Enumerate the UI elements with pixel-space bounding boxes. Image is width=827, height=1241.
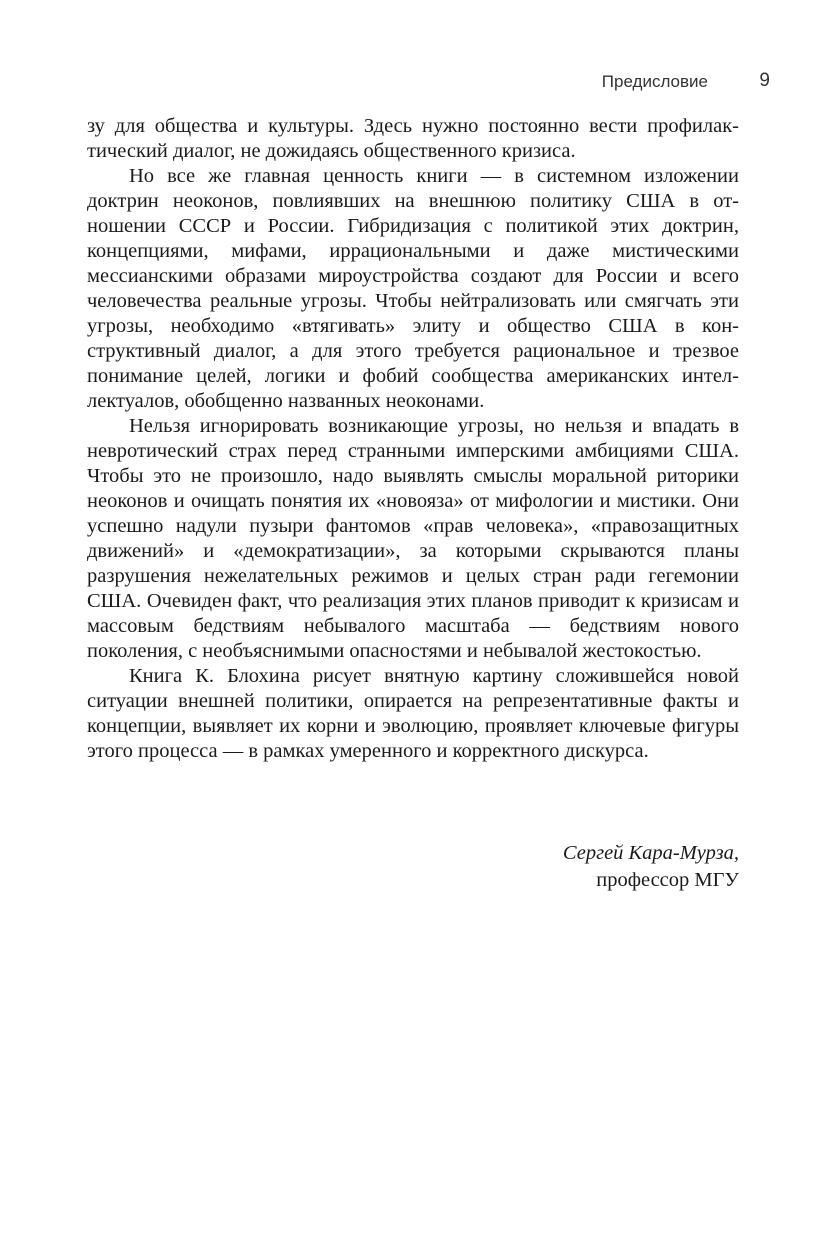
- signature-author: Сергей Кара-Мурза,: [562, 842, 739, 864]
- paragraph-continuation: зу для общества и культуры. Здесь нужно постоянно вести профилактический диалог, не дожидаясь общественного кризиса.: [87, 115, 739, 162]
- paragraph: Нельзя игнорировать возникающие угрозы, но нельзя и впадать в невротический страх перед странными имперскими амбициями США. Чтобы это не произошло, надо выявлять смыслы моральной риторики неоконов и очищать понятия их «новояза» от мифологии и мистики. Они успешно надули пузыри фантомов «прав человека», «правозащитных движений» и «демократизации», за которыми скрываются планы разрушения нежелательных режимов и целых стран ради гегемонии США. Очевиден факт, что реализация этих планов приводит к кризисам и массовым бедствиям небывалого масштаба — бедствиям нового поколения, с необъяснимыми опасностями и небывалой жестокостью.: [87, 415, 739, 662]
- signature-title: профессор МГУ: [596, 869, 739, 891]
- paragraph: Но все же главная ценность книги — в системном изложении доктрин неоконов, повлиявших на внешнюю политику США в отношении СССР и России. Гибридизация с политикой этих доктрин, концепциями, мифами, иррациональными и даже мистическими мессианскими образами мироустройства создают для России и всего человечества реальные угрозы. Чтобы нейтрализовать или смягчать эти угрозы, необходимо «втягивать» элиту и общество США в конструктивный диалог, а для этого требуется рациональное и трезвое понимание целей, логики и фобий сообщества американских интеллектуалов, обобщенно названных неоконами.: [87, 165, 739, 412]
- running-header-section-title: Предисловие: [601, 72, 708, 91]
- page-number: 9: [759, 70, 770, 91]
- running-header: [86, 70, 770, 96]
- body-text: [87, 114, 739, 764]
- paragraph: Книга К. Блохина рисует внятную картину сложившейся новой ситуации внешней политики, опирается на репрезентативные факты и концепции, выявляет их корни и эволюцию, проявляет ключевые фигуры этого процесса — в рамках умеренного и корректного дискурса.: [87, 665, 739, 762]
- signature-block: [563, 840, 739, 894]
